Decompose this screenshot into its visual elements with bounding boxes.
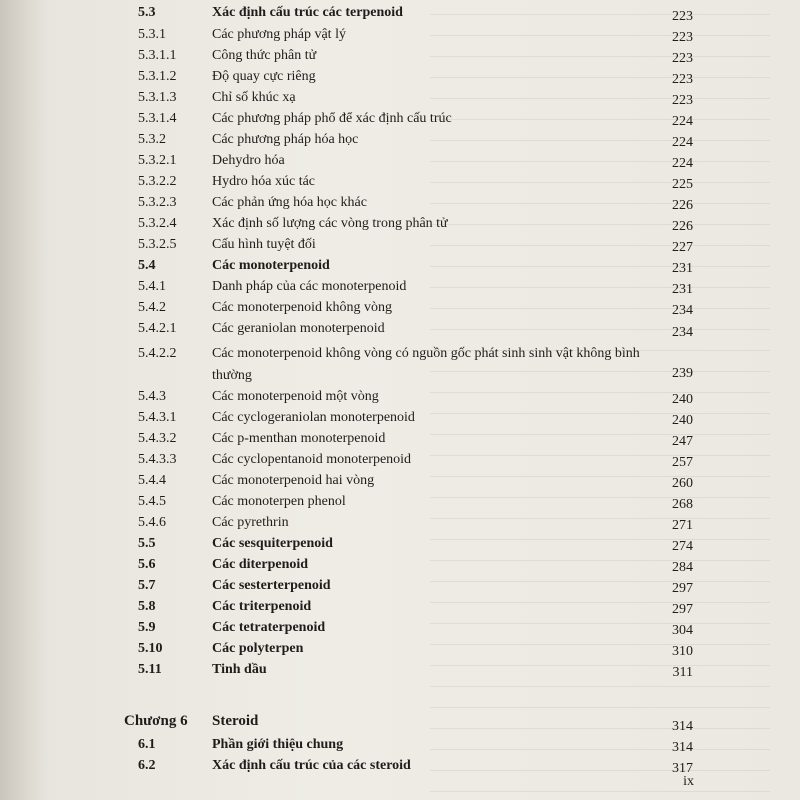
entry-number: 5.4.3	[138, 389, 166, 404]
entry-title: Các phản ứng hóa học khác	[212, 195, 367, 210]
toc-entry	[138, 257, 693, 278]
entry-page: 223	[672, 51, 693, 66]
entry-page: 297	[672, 602, 693, 617]
toc-entry	[138, 173, 693, 194]
toc-entry	[138, 47, 693, 68]
toc-entry	[138, 556, 693, 577]
entry-title: Độ quay cực riêng	[212, 69, 316, 84]
entry-number: 5.9	[138, 620, 156, 635]
entry-title: Dehydro hóa	[212, 153, 285, 168]
entry-title: Các diterpenoid	[212, 557, 309, 572]
entry-page: 257	[672, 455, 693, 470]
entry-title: Xác định cấu trúc các terpenoid	[212, 5, 403, 20]
entry-number: 5.3	[138, 5, 156, 20]
entry-title: Tinh dầu	[212, 662, 267, 677]
entry-title: Các geraniolan monoterpenoid	[212, 321, 385, 336]
toc-entry	[138, 131, 693, 152]
entry-page: 317	[672, 761, 693, 776]
entry-title: Các cyclopentanoid monoterpenoid	[212, 452, 412, 467]
entry-title: Xác định cấu trúc của các steroid	[212, 758, 411, 773]
entry-page: 297	[672, 581, 693, 596]
entry-page: 234	[672, 325, 693, 340]
entry-number: 5.4.6	[138, 515, 166, 530]
entry-title: Công thức phân tử	[212, 48, 317, 63]
toc-entry	[138, 194, 693, 215]
entry-title: Các phương pháp hóa học	[212, 132, 359, 147]
table-of-contents	[124, 4, 693, 778]
toc-entry	[138, 215, 693, 236]
entry-page: 304	[672, 623, 693, 638]
entry-title: Các sesquiterpenoid	[212, 536, 333, 551]
entry-page: 310	[672, 644, 693, 659]
entry-number: 5.3.1.2	[138, 69, 177, 84]
toc-entry	[138, 451, 693, 472]
entry-page: 223	[672, 72, 693, 87]
entry-title: Các monoterpenoid hai vòng	[212, 473, 375, 488]
toc-entry	[138, 430, 693, 451]
entry-number: 5.3.1.3	[138, 90, 177, 105]
toc-entry	[138, 299, 693, 320]
entry-number: 5.3.1.4	[138, 111, 177, 126]
entry-number: 5.4.5	[138, 494, 166, 509]
toc-entry	[138, 320, 693, 342]
toc-entry	[138, 535, 693, 556]
entry-number: 5.4.1	[138, 279, 166, 294]
entry-number: 5.4.3.3	[138, 452, 177, 467]
entry-page: 225	[672, 177, 693, 192]
entry-title: Các p-menthan monoterpenoid	[212, 431, 386, 446]
entry-page: 311	[672, 665, 693, 680]
entry-page: 224	[672, 114, 693, 129]
entry-number: 5.4.2.1	[138, 321, 177, 336]
toc-entry	[138, 514, 693, 535]
entry-title: Các tetraterpenoid	[212, 620, 326, 635]
entry-page: 224	[672, 135, 693, 150]
toc-entry	[138, 4, 693, 26]
entry-number: 5.4	[138, 258, 156, 273]
entry-page: 247	[672, 434, 693, 449]
entry-number: 6.2	[138, 758, 156, 773]
entry-page: 223	[672, 9, 693, 24]
chapter-title: Steroid	[212, 713, 259, 729]
entry-page: 239	[672, 366, 693, 381]
entry-number: 5.4.2.2	[138, 346, 177, 361]
entry-page: 240	[672, 392, 693, 407]
entry-number: 5.6	[138, 557, 156, 572]
entry-title: Các cyclogeraniolan monoterpenoid	[212, 410, 415, 425]
entry-title: Các monoterpenoid một vòng	[212, 389, 379, 404]
entry-title: Các sesterterpenoid	[212, 578, 331, 593]
toc-entry	[138, 736, 693, 757]
entry-title: Danh pháp của các monoterpenoid	[212, 279, 407, 294]
entry-number: 5.11	[138, 662, 162, 677]
toc-entry	[138, 110, 693, 131]
entry-title: Xác định số lượng các vòng trong phân tử	[212, 216, 448, 231]
entry-title: Các monoterpenoid	[212, 258, 330, 273]
entry-page: 231	[672, 261, 693, 276]
entry-number: 5.4.4	[138, 473, 166, 488]
entry-number: 5.4.2	[138, 300, 166, 315]
chapter-page: 314	[672, 719, 693, 734]
entry-number: 5.5	[138, 536, 156, 551]
toc-entry	[138, 68, 693, 89]
entry-title: Các triterpenoid	[212, 599, 312, 614]
toc-entry	[138, 757, 693, 778]
entry-number: 5.4.3.1	[138, 410, 177, 425]
entry-number: 5.7	[138, 578, 156, 593]
entry-number: 5.3.2.1	[138, 153, 177, 168]
toc-entry	[138, 598, 693, 619]
entry-page: 314	[672, 740, 693, 755]
entry-page: 268	[672, 497, 693, 512]
toc-entry	[138, 152, 693, 173]
entry-page: 231	[672, 282, 693, 297]
entry-number: 5.3.2.2	[138, 174, 177, 189]
entry-page: 224	[672, 156, 693, 171]
entry-title: Phần giới thiệu chung	[212, 737, 344, 752]
entry-page: 223	[672, 93, 693, 108]
entry-title: Các polyterpen	[212, 641, 304, 656]
entry-number: 5.8	[138, 599, 156, 614]
entry-number: 5.3.1	[138, 27, 166, 42]
entry-page: 227	[672, 240, 693, 255]
toc-entry	[138, 26, 693, 47]
toc-entry	[138, 619, 693, 640]
entry-title: Các monoterpen phenol	[212, 494, 346, 509]
entry-title: Hydro hóa xúc tác	[212, 174, 316, 189]
entry-page: 284	[672, 560, 693, 575]
entry-page: 271	[672, 518, 693, 533]
chapter-heading	[124, 712, 693, 736]
toc-entry	[138, 236, 693, 257]
entry-title: Chỉ số khúc xạ	[212, 90, 296, 105]
entry-number: 5.3.2.4	[138, 216, 177, 231]
entry-page: 274	[672, 539, 693, 554]
entry-number: 5.3.2.3	[138, 195, 177, 210]
page-number-footer: ix	[683, 774, 694, 789]
entry-page: 234	[672, 303, 693, 318]
entry-title: Các phương pháp phổ để xác định cấu trúc	[212, 111, 452, 126]
entry-page: 260	[672, 476, 693, 491]
entry-title: Các phương pháp vật lý	[212, 27, 346, 42]
toc-entry	[138, 640, 693, 661]
entry-title: Các monoterpenoid không vòng	[212, 300, 393, 315]
toc-entry	[138, 577, 693, 598]
entry-number: 5.4.3.2	[138, 431, 177, 446]
entry-title: Các monoterpenoid không vòng có nguồn gốc phát sinh sinh vật không bình thường	[212, 346, 640, 383]
toc-entry	[138, 342, 693, 388]
entry-number: 5.3.2.5	[138, 237, 177, 252]
entry-number: 5.3.2	[138, 132, 166, 147]
chapter-label: Chương 6	[124, 713, 188, 729]
entry-page: 226	[672, 219, 693, 234]
entry-number: 5.3.1.1	[138, 48, 177, 63]
book-spine-shadow	[0, 0, 48, 800]
entry-number: 5.10	[138, 641, 163, 656]
toc-entry	[138, 409, 693, 430]
entry-title: Cấu hình tuyệt đối	[212, 237, 316, 252]
toc-entry	[138, 661, 693, 682]
toc-entry	[138, 472, 693, 493]
entry-page: 240	[672, 413, 693, 428]
entry-number: 6.1	[138, 737, 156, 752]
toc-entry	[138, 493, 693, 514]
toc-entry	[138, 89, 693, 110]
entry-title: Các pyrethrin	[212, 515, 289, 530]
toc-entry	[138, 278, 693, 299]
toc-entry	[138, 388, 693, 409]
entry-page: 226	[672, 198, 693, 213]
entry-page: 223	[672, 30, 693, 45]
